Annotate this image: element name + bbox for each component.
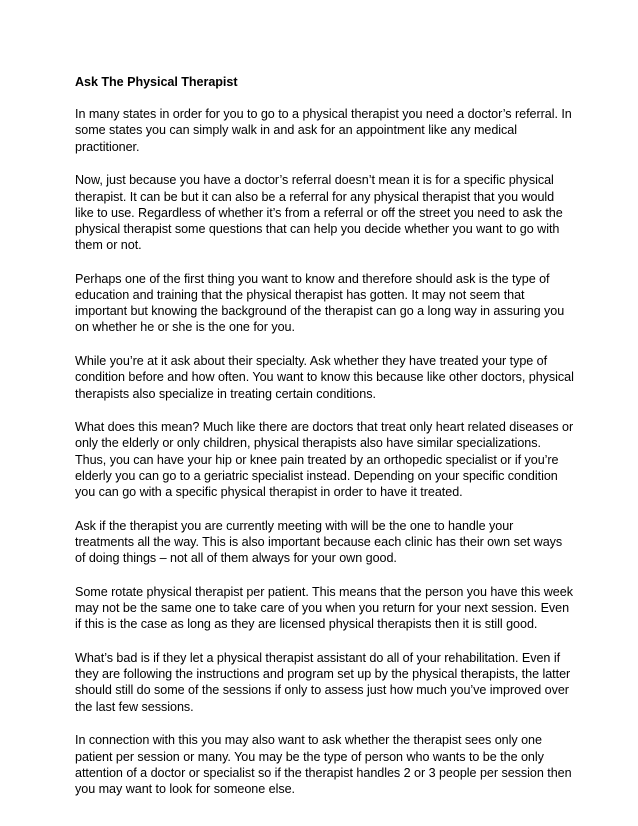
paragraph: Some rotate physical therapist per patient. This means that the person you have this week may not be the same one to take care of you when you return for your next session. Even if this is the case as long as they are licensed physical therapists then it is still good. [75, 584, 573, 632]
paragraph: While you’re at it ask about their specialty. Ask whether they have treated your type of condition before and how often. You want to know this because like other doctors, physical therapists also specialize in treating certain conditions. [75, 354, 574, 401]
paragraph: In connection with this you may also want to ask whether the therapist sees only one patient per session or many. You may be the type of person who wants to be the only attention of a doctor or specialist so if the therapist handles 2 or 3 people per session then you may want to look for someone else. [75, 733, 572, 796]
paragraph: Ask if the therapist you are currently meeting with will be the one to handle your treatments all the way. This is also important because each clinic has their own set ways of doing things – not all of them always for your own good. [75, 518, 563, 566]
paragraph: What does this mean? Much like there are doctors that treat only heart related diseases or only the elderly or only children, physical therapists also have similar specializations. Thus, you can have your hip or knee pain treated by an orthopedic specialist or if you’re elderly you can go to a geriatric specialist instead. Depending on your specific condition you can go with a specific physical therapist in order to have it treated. [75, 420, 574, 500]
paragraph: In many states in order for you to go to a physical therapist you need a doctor’s referral. In some states you can simply walk in and ask for an appointment like any medical practitioner. [75, 107, 572, 154]
paragraph: What’s bad is if they let a physical therapist assistant do all of your rehabilitation. Even if they are following the instructions and program set up by the physical therapists, the latter should still do some of the sessions if only to assess just how much you’ve improved over the last few sessions. [75, 650, 571, 714]
document-body [75, 74, 575, 797]
paragraph: Now, just because you have a doctor’s referral doesn’t mean it is for a specific physical therapist. It can be but it can also be a referral for any physical therapist that you would like to use. Regardless of whether it’s from a referral or off the street you need to ask the physical therapist some questions that can help you decide whether you want to go with them or not. [75, 173, 563, 253]
paragraph: Perhaps one of the first thing you want to know and therefore should ask is the type of education and training that the physical therapist has gotten. It may not seem that important but knowing the background of the therapist can go a long way in assuring you on whether he or she is the one for you. [75, 271, 565, 335]
document-title: Ask The Physical Therapist [75, 75, 238, 89]
